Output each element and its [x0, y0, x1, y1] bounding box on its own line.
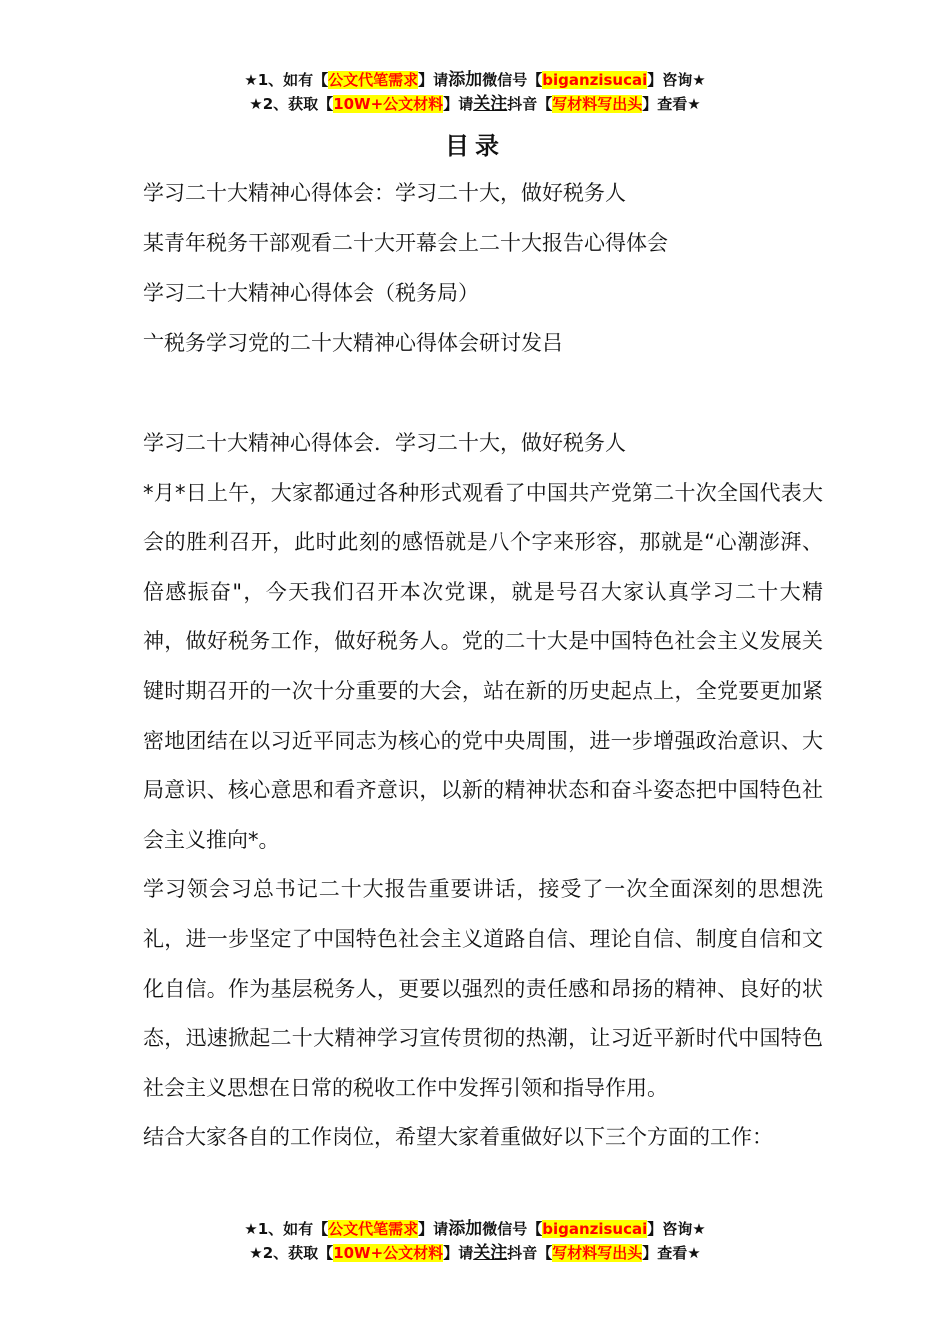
- banner-text: 】查看★: [642, 1244, 701, 1262]
- banner-wechat-id: biganzisucai: [542, 71, 648, 89]
- top-banner: [0, 68, 950, 116]
- banner-text: 】咨询★: [647, 1220, 706, 1238]
- banner-emphasis: 关注: [473, 1243, 508, 1263]
- toc-item: 某青年税务干部观看二十大开幕会上二十大报告心得体会: [143, 231, 668, 255]
- banner-line-2: [0, 92, 950, 116]
- banner-line-1: [0, 68, 950, 92]
- banner-text: ★1、如有【: [244, 1220, 329, 1238]
- banner-wechat-id: biganzisucai: [542, 1220, 648, 1238]
- banner-text: ★2、获取【: [249, 1244, 334, 1262]
- banner-text: 抖音【: [507, 95, 553, 113]
- banner-highlight: 公文代笔需求: [328, 1220, 419, 1238]
- banner-text: 】咨询★: [647, 71, 706, 89]
- toc-item: 亠税务学习党的二十大精神心得体会研讨发吕: [143, 331, 563, 355]
- toc-item: 学习二十大精神心得体会：学习二十大，做好税务人: [143, 181, 626, 205]
- banner-text: 抖音【: [507, 1244, 553, 1262]
- article-paragraph: 结合大家各自的工作岗位，希望大家着重做好以下三个方面的工作：: [143, 1125, 773, 1150]
- banner-highlight: 10W+公文材料: [333, 95, 444, 113]
- banner-douyin-id: 写材料写出头: [552, 1244, 643, 1262]
- table-of-contents: [143, 168, 843, 368]
- banner-text: 】请: [418, 1220, 449, 1238]
- banner-highlight: 10W+公文材料: [333, 1244, 444, 1262]
- article-heading: 学习二十大精神心得体会．学习二十大，做好税务人: [143, 431, 626, 455]
- banner-highlight: 公文代笔需求: [328, 71, 419, 89]
- banner-line-1: [0, 1217, 950, 1241]
- toc-item: 学习二十大精神心得体会（税务局）: [143, 281, 479, 305]
- banner-emphasis: 添加: [448, 70, 483, 90]
- article-paragraph: *月*日上午，大家都通过各种形式观看了中国共产党第二十次全国代表大会的胜利召开，此时此刻的感悟就是八个字来形容，那就是“心潮澎湃、倍感振奋"，今天我们召开本次党课，就是号召大家认真学习二十大精神，做好税务工作，做好税务人。党的二十大是中国特色社会主义发展关键时期召开的一次十分重要的大会，站在新的历史起点上，全党要更加紧密地团结在以习近平同志为核心的党中央周围，进一步增强政治意识、大局意识、核心意思和看齐意识，以新的精神状态和奋斗姿态把中国特色社会主义推向*。: [143, 480, 823, 852]
- banner-text: 】请: [443, 95, 474, 113]
- banner-text: 】请: [418, 71, 449, 89]
- article: [143, 419, 823, 1163]
- banner-emphasis: 关注: [473, 94, 508, 114]
- banner-emphasis: 添加: [448, 1219, 483, 1239]
- banner-text: 】请: [443, 1244, 474, 1262]
- article-paragraph: 学习领会习总书记二十大报告重要讲话，接受了一次全面深刻的思想洗礼，进一步坚定了中国特色社会主义道路自信、理论自信、制度自信和文化自信。作为基层税务人，更要以强烈的责任感和昂扬的精神、良好的状态，迅速掀起二十大精神学习宣传贯彻的热潮，让习近平新时代中国特色社会主义思想在日常的税收工作中发挥引领和指导作用。: [143, 877, 823, 1100]
- banner-text: 微信号【: [482, 1220, 543, 1238]
- banner-text: 微信号【: [482, 71, 543, 89]
- banner-text: ★1、如有【: [244, 71, 329, 89]
- banner-line-2: [0, 1241, 950, 1265]
- banner-douyin-id: 写材料写出头: [552, 95, 643, 113]
- banner-text: 】查看★: [642, 95, 701, 113]
- toc-title: 目录: [445, 132, 505, 160]
- bottom-banner: [0, 1217, 950, 1265]
- banner-text: ★2、获取【: [249, 95, 334, 113]
